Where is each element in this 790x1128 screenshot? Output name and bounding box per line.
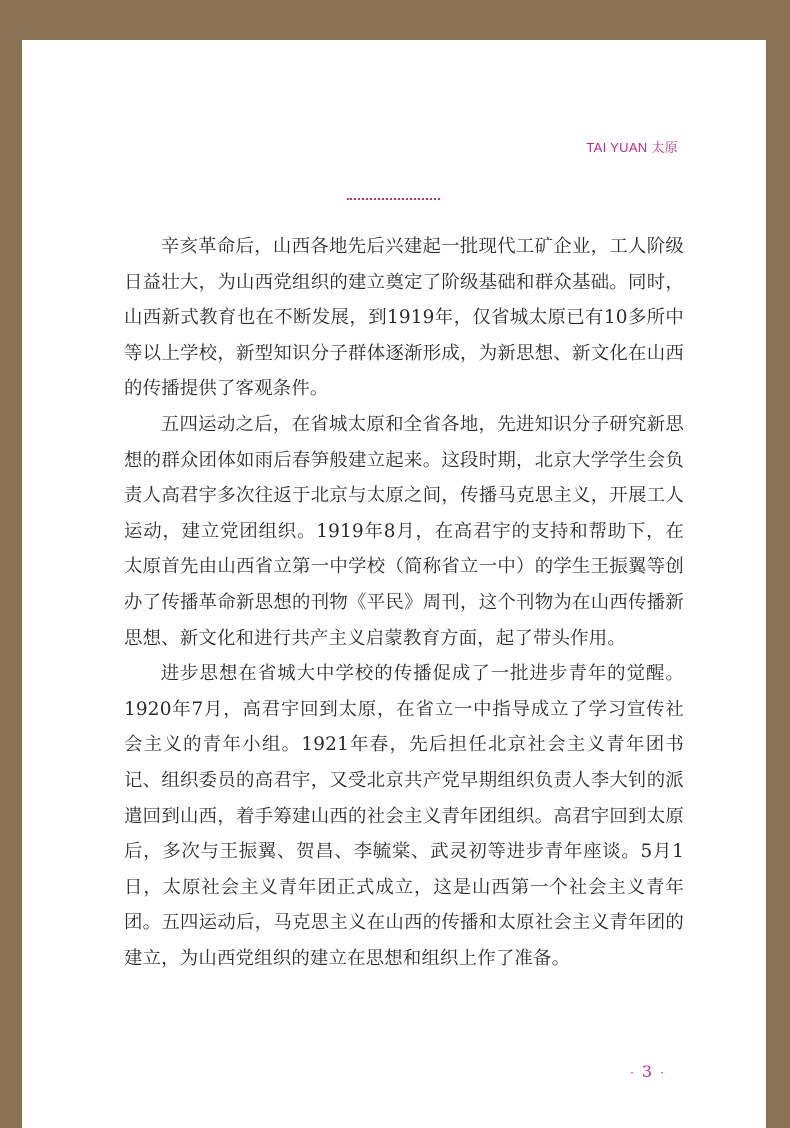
paragraph-3: 进步思想在省城大中学校的传播促成了一批进步青年的觉醒。1920年7月，高君宇回到太原，在省立一中指导成立了学习宣传社会主义的青年小组。1921年春，先后担任北京社会主义青年团书记、组织委员的高君宇，又受北京共产党早期组织负责人李大钊的派遣回到山西，着手筹建山西的社会主义青年团组织。高君宇回到太原后，多次与王振翼、贺昌、李毓棠、武灵初等进步青年座谈。5月1日，太原社会主义青年团正式成立，这是山西第一个社会主义青年团。五四运动后，马克思主义在山西的传播和太原社会主义青年团的建立，为山西党组织的建立在思想和组织上作了准备。: [124, 663, 684, 969]
paragraph-1: 辛亥革命后，山西各地先后兴建起一批现代工矿企业，工人阶级日益壮大，为山西党组织的建立奠定了阶级基础和群众基础。同时，山西新式教育也在不断发展，到1919年，仅省城太原已有10多所中等以上学校，新型知识分子群体逐渐形成，为新思想、新文化在山西的传播提供了客观条件。: [124, 236, 684, 400]
book-page: [22, 40, 766, 1128]
paragraph-2: 五四运动之后，在省城太原和全省各地，先进知识分子研究新思想的群众团体如雨后春笋般建立起来。这段时期，北京大学学生会负责人高君宇多次往返于北京与太原之间，传播马克思主义，开展工人运动，建立党团组织。1919年8月，在高君宇的支持和帮助下，在太原首先由山西省立第一中学校（简称省立一中）的学生王振翼等创办了传播革命新思想的刊物《平民》周刊，这个刊物为在山西传播新思想、新文化和进行共产主义启蒙教育方面，起了带头作用。: [124, 413, 684, 649]
page-number-footer: [612, 1062, 682, 1081]
running-header: TAI YUAN 太原: [586, 140, 678, 155]
right-ornament-dot: ·: [660, 1065, 664, 1080]
left-ornament-dot: ·: [630, 1065, 634, 1080]
dotted-divider: [347, 198, 440, 200]
page-number: 3: [641, 1062, 653, 1081]
body-text: [124, 229, 684, 976]
